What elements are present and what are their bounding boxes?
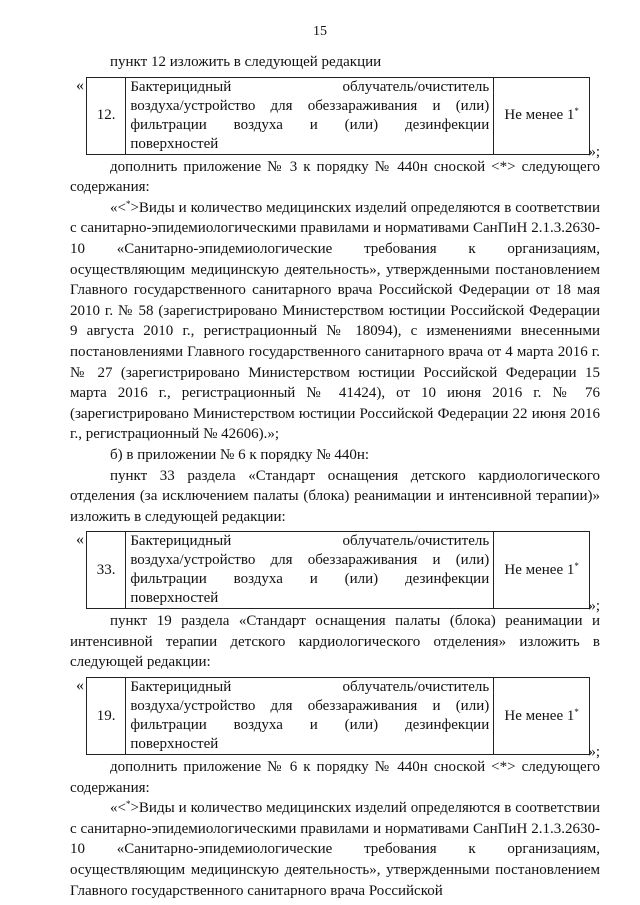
description-line: поверхностей <box>130 135 219 152</box>
page-body <box>70 52 600 901</box>
footnote-text-2 <box>70 798 600 901</box>
close-quote: »; <box>588 598 600 615</box>
item-quantity <box>494 77 590 154</box>
page-number: 15 <box>313 24 327 39</box>
footnote-prefix: «< <box>110 800 126 817</box>
description-line: Бактерицидный облучатель/очиститель <box>130 533 490 550</box>
item-description <box>126 678 494 755</box>
quantity-text: Не менее 1 <box>504 707 575 724</box>
description-line: фильтрации воздуха и (или) дезинфекции <box>130 717 490 734</box>
item-description <box>126 532 494 609</box>
open-quote: « <box>76 531 84 549</box>
paragraph-point-12-intro: пункт 12 изложить в следующей редакции <box>110 54 382 70</box>
paragraph-add-footnote-3: дополнить приложение № 3 к порядку № 440н сноской <*> следующего содержания: <box>70 158 600 196</box>
description-line: воздуха/устройство для обеззараживания и (или) <box>130 698 490 715</box>
item-number: 12. <box>87 77 126 154</box>
description-line: воздуха/устройство для обеззараживания и (или) <box>130 552 490 569</box>
open-quote: « <box>76 76 84 94</box>
description-line: воздуха/устройство для обеззараживания и (или) <box>130 97 490 114</box>
item-number: 33. <box>87 532 126 609</box>
footnote-body: >Виды и количество медицинских изделий определяются в соответствии с санитарно-эпидемиологическими правилами и нормативами СанПиН 2.1.3.2630-10 «Санитарно-эпидемиологические требования к организациям, осуществляющим медицинскую деятельность», утвержденными постановлением Главного государственного санитарного врача Российской <box>70 800 600 899</box>
quantity-text: Не менее 1 <box>504 561 575 578</box>
footnote-body: >Виды и количество медицинских изделий определяются в соответствии с санитарно-эпидемиологическими правилами и нормативами СанПиН 2.1.3.2630-10 «Санитарно-эпидемиологические требования к организациям, осуществляющим медицинскую деятельность», утвержденными постановлением Главного государственного санитарного врача Российской Федерации от 18 мая 2010 г. № 58 (зарегистрировано Министерством юстиции Российской Федерации 9 августа 2010 г., регистрационный № 18094), с изменениями внесенными постановлениями Главного государственного санитарного врача от 4 марта 2016 г. № 27 (зарегистрировано Министерством юстиции Российской Федерации 15 марта 2016 г., регистрационный № 41424), от 10 июня 2016 г. № 76 (зарегистрировано Министерством юстиции Российской Федерации 22 июня 2016 г., регистрационный № 42606).»; <box>70 199 600 443</box>
description-line: поверхностей <box>130 590 219 607</box>
footnote-marker: * <box>574 560 579 571</box>
table-row-33 <box>70 529 600 615</box>
equipment-table <box>86 77 590 155</box>
description-line: поверхностей <box>130 736 219 753</box>
paragraph-point-19: пункт 19 раздела «Стандарт оснащения палаты (блока) реанимации и интенсивной терапии детского кардиологического отделения» изложить в следующей редакции: <box>70 613 600 671</box>
footnote-star: * <box>125 799 131 810</box>
footnote-text-1 <box>70 198 600 445</box>
description-line: фильтрации воздуха и (или) дезинфекции <box>130 571 490 588</box>
close-quote: »; <box>588 744 600 761</box>
item-quantity <box>494 532 590 609</box>
footnote-marker: * <box>574 106 579 117</box>
description-line: Бактерицидный облучатель/очиститель <box>130 78 490 95</box>
open-quote: « <box>76 677 84 695</box>
footnote-star: * <box>125 198 131 209</box>
table-row-19 <box>70 675 600 761</box>
footnote-prefix: «< <box>110 199 126 216</box>
description-line: фильтрации воздуха и (или) дезинфекции <box>130 116 490 133</box>
description-line: Бактерицидный облучатель/очиститель <box>130 679 490 696</box>
close-quote: »; <box>588 143 600 160</box>
footnote-marker: * <box>574 706 579 717</box>
item-number: 19. <box>87 678 126 755</box>
item-quantity <box>494 678 590 755</box>
quantity-text: Не менее 1 <box>504 107 575 124</box>
item-description <box>126 77 494 154</box>
paragraph-add-footnote-6: дополнить приложение № 6 к порядку № 440н сноской <*> следующего содержания: <box>70 759 600 796</box>
equipment-table <box>86 677 590 755</box>
equipment-table <box>86 531 590 609</box>
paragraph-point-33: пункт 33 раздела «Стандарт оснащения детского кардиологического отделения (за исключением палаты (блока) реанимации и интенсивной терапии)» изложить в следующей редакции: <box>70 467 600 525</box>
table-row-12 <box>70 75 600 160</box>
paragraph-b: б) в приложении № 6 к порядку № 440н: <box>110 446 370 463</box>
